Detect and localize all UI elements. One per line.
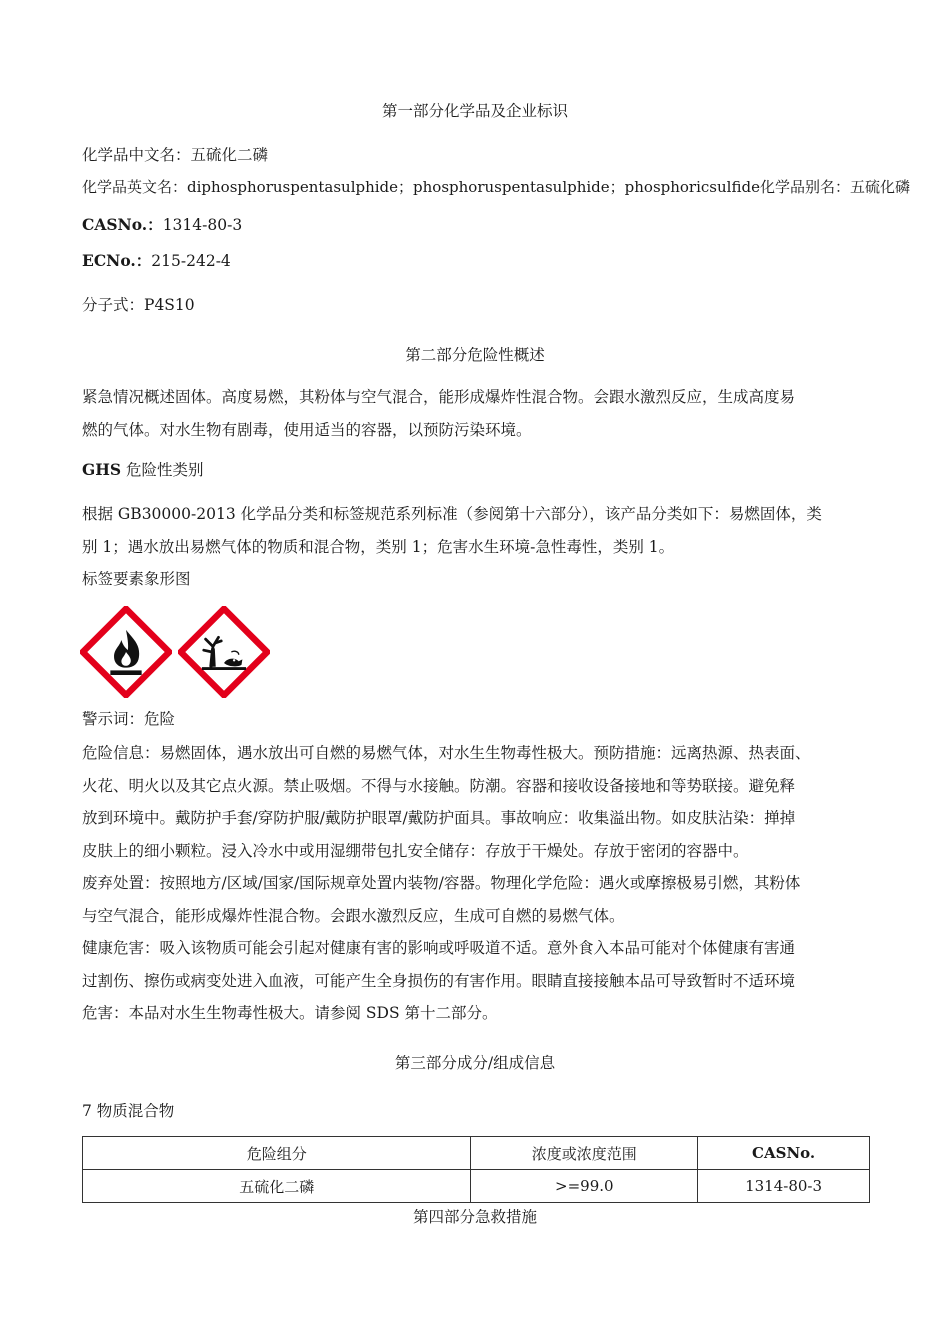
- ec-label: ECNo.：: [82, 251, 152, 270]
- section4-heading: 第四部分急救措施: [412, 1208, 537, 1226]
- section3-subheading: 7 物质混合物: [82, 1102, 175, 1120]
- hazard-line: 与空气混合，能形成爆炸性混合物。会跟水激烈反应，生成可自燃的易燃气体。: [82, 906, 625, 925]
- emergency-line: 燃的气体。对水生物有剧毒，使用适当的容器，以预防污染环境。: [82, 420, 532, 439]
- ghs-heading: [82, 459, 204, 481]
- composition-table: [82, 1136, 870, 1203]
- alias-label: 化学品别名：: [759, 178, 850, 196]
- cn-name-value: 五硫化二磷: [190, 146, 269, 164]
- en-name-label: 化学品英文名：: [82, 178, 188, 196]
- table-row: [83, 1170, 870, 1203]
- table-header-cell: 浓度或浓度范围: [471, 1137, 698, 1170]
- table-header-cell: CASNo.: [698, 1137, 870, 1170]
- classification-line: 别 1；遇水放出易燃气体的物质和混合物，类别 1；危害水生环境-急性毒性，类别 1。: [82, 537, 675, 556]
- table-cell: >=99.0: [471, 1170, 698, 1203]
- emergency-overview: [82, 381, 872, 446]
- en-name-value: diphosphoruspentasulphide；phosphoruspentasulphide；phosphoricsulfide: [187, 178, 760, 196]
- hazard-line: 危险信息：易燃固体，遇水放出可自燃的易燃气体，对水生生物毒性极大。预防措施：远离热源、热表面、: [82, 744, 811, 762]
- table-cell: 五硫化二磷: [83, 1170, 471, 1203]
- ghs-label-bold: GHS: [82, 460, 122, 479]
- formula-value: P4S10: [144, 296, 195, 314]
- alias-value: 五硫化磷: [849, 178, 910, 196]
- section3-heading: 第三部分成分/组成信息: [394, 1054, 556, 1072]
- cn-name-line: [82, 144, 268, 166]
- hazard-line: 健康危害：吸入该物质可能会引起对健康有害的影响或呼吸道不适。意外食入本品可能对个体健康有害通: [82, 939, 796, 957]
- table-header-row: [83, 1137, 870, 1170]
- cas-line: [82, 214, 242, 236]
- hazard-info: [82, 737, 872, 1030]
- signal-word: 警示词：危险: [82, 710, 176, 728]
- hazard-line: 火花、明火以及其它点火源。禁止吸烟。不得与水接触。防潮。容器和接收设备接地和等势联接。避免释: [82, 776, 796, 795]
- cas-value: 1314-80-3: [162, 216, 243, 234]
- cn-name-label: 化学品中文名：: [82, 146, 191, 164]
- en-name-line: [82, 176, 910, 198]
- table-cell: 1314-80-3: [698, 1170, 870, 1203]
- classification-line: 根据 GB30000-2013 化学品分类和标签规范系列标准（参阅第十六部分），该产品分类如下：易燃固体，类: [82, 505, 822, 523]
- formula-label: 分子式：: [82, 296, 145, 314]
- ghs-label: 危险性类别: [126, 461, 204, 479]
- environment-pictogram-icon: [178, 606, 270, 698]
- formula-line: [82, 294, 195, 316]
- section1-heading: 第一部分化学品及企业标识: [381, 102, 568, 120]
- ec-line: [82, 250, 231, 272]
- hazard-line: 废弃处置：按照地方/区域/国家/国际规章处置内装物/容器。物理化学危险：遇火或摩擦极易引燃，其粉体: [82, 874, 801, 892]
- hazard-line: 危害：本品对水生生物毒性极大。请参阅 SDS 第十二部分。: [82, 1004, 498, 1022]
- emergency-line: 紧急情况概述固体。高度易燃，其粉体与空气混合，能形成爆炸性混合物。会跟水激烈反应，生成高度易: [82, 388, 796, 406]
- pictogram-label: 标签要素象形图: [82, 570, 191, 588]
- hazard-line: 过割伤、擦伤或病变处进入血液，可能产生全身损伤的有害作用。眼睛直接接触本品可导致暂时不适环境: [82, 971, 796, 990]
- classification-text: [82, 498, 872, 563]
- hazard-line: 放到环境中。戴防护手套/穿防护服/戴防护眼罩/戴防护面具。事故响应：收集溢出物。如皮肤沾染：掸掉: [82, 809, 796, 827]
- section2-heading: 第二部分危险性概述: [405, 346, 545, 364]
- hazard-line: 皮肤上的细小颗粒。浸入冷水中或用湿绷带包扎安全储存：存放于干燥处。存放于密闭的容器中。: [82, 841, 749, 860]
- ec-value: 215-242-4: [151, 252, 231, 270]
- cas-label: CASNo.：: [82, 215, 163, 234]
- flame-pictogram-icon: [80, 606, 172, 698]
- table-header-cell: 危险组分: [83, 1137, 471, 1170]
